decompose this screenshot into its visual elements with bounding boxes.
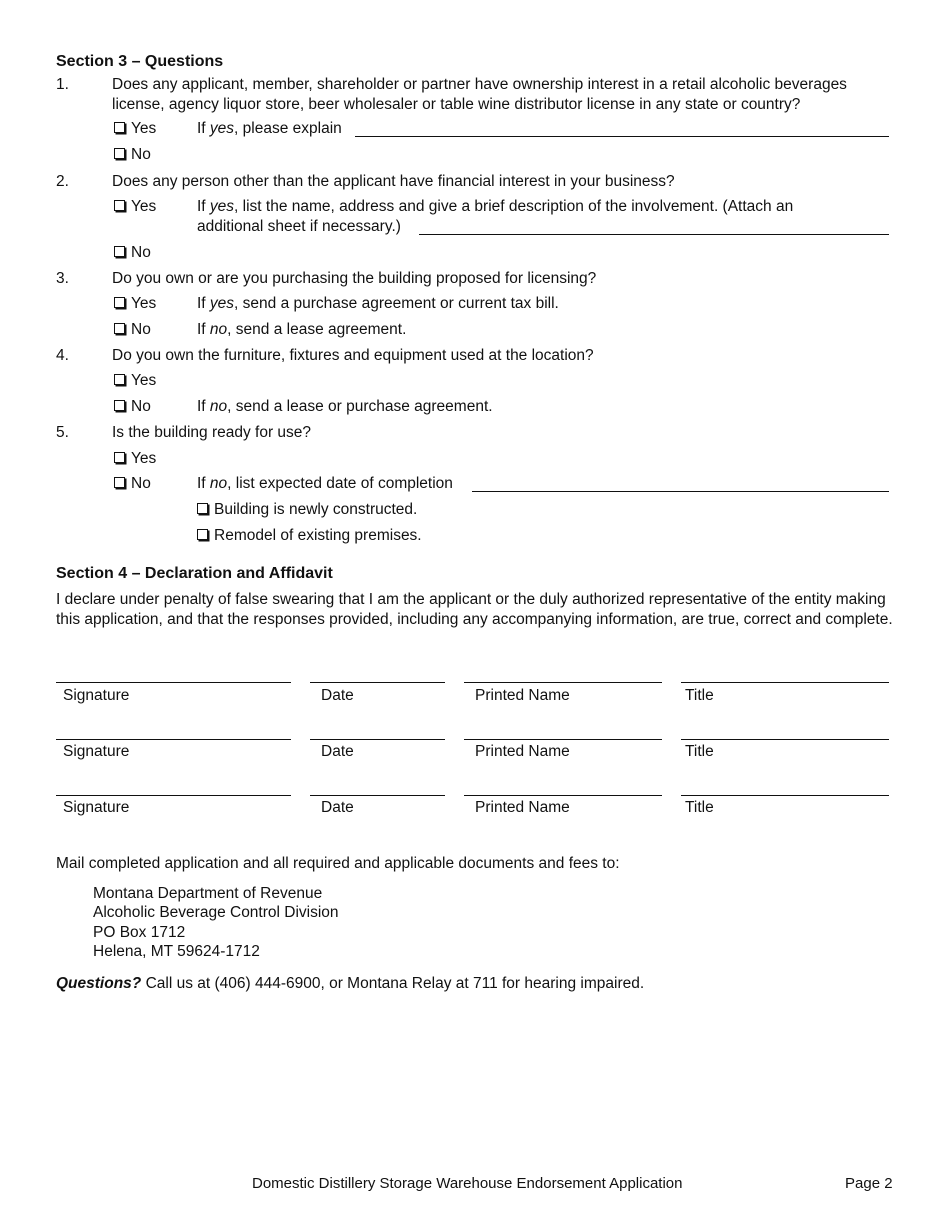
question-3-text: Do you own or are you purchasing the building proposed for licensing?: [112, 270, 597, 287]
question-4-number: 4.: [56, 347, 69, 364]
date-line[interactable]: [310, 739, 445, 740]
checkbox-icon[interactable]: [114, 200, 125, 211]
printed-name-line[interactable]: [464, 739, 662, 740]
q1-yes-note: If yes, please explain: [197, 120, 342, 137]
signature-label: Signature: [63, 743, 130, 760]
signature-line[interactable]: [56, 739, 291, 740]
signature-line[interactable]: [56, 795, 291, 796]
q2-yes-option[interactable]: [114, 197, 156, 217]
q1-explain-line[interactable]: [355, 119, 889, 137]
printed-name-label: Printed Name: [475, 687, 570, 704]
declaration-text: I declare under penalty of false swearing that I am the applicant or the duly authorized representative of the entity making this application, and that the responses provided, including any accompanying information, are true, correct and complete.: [56, 591, 893, 628]
date-label: Date: [321, 743, 354, 760]
q2-yes-note: If yes, list the name, address and give a brief description of the involvement. (Attach an: [197, 198, 794, 215]
questions-contact: [56, 974, 644, 994]
title-label: Title: [685, 743, 714, 760]
q2-yes-note-line2: additional sheet if necessary.): [197, 218, 401, 235]
q3-yes-note: If yes, send a purchase agreement or current tax bill.: [197, 295, 559, 312]
q5-yes-option[interactable]: [114, 449, 156, 469]
q4-no-note: If no, send a lease or purchase agreement.: [197, 398, 493, 415]
checkbox-icon[interactable]: [114, 148, 125, 159]
checkbox-icon[interactable]: [114, 323, 125, 334]
address-line-2: Alcoholic Beverage Control Division: [93, 904, 339, 921]
q1-no-option[interactable]: [114, 145, 151, 165]
signature-line[interactable]: [56, 682, 291, 683]
questions-label: Questions?: [56, 975, 142, 992]
q2-no-label: No: [131, 244, 151, 261]
signature-label: Signature: [63, 687, 130, 704]
checkbox-icon[interactable]: [197, 503, 208, 514]
question-5-number: 5.: [56, 424, 69, 441]
page-number: Page 2: [845, 1175, 893, 1192]
q5-sub-option-new[interactable]: Building is newly constructed.: [197, 500, 417, 520]
q2-explain-line[interactable]: [419, 217, 889, 235]
printed-name-label: Printed Name: [475, 799, 570, 816]
signature-label: Signature: [63, 799, 130, 816]
q5-no-note: If no, list expected date of completion: [197, 475, 453, 492]
question-3-number: 3.: [56, 270, 69, 287]
question-1-text: Does any applicant, member, shareholder or partner have ownership interest in a retail alcoholic beverages license, agency liquor store, beer wholesaler or table wine distributor license in any state or country?: [112, 76, 847, 113]
q5-yes-label: Yes: [131, 450, 157, 467]
date-label: Date: [321, 799, 354, 816]
q5-no-label: No: [131, 475, 151, 492]
q3-no-label: No: [131, 321, 151, 338]
mailing-intro: Mail completed application and all required and applicable documents and fees to:: [56, 855, 620, 872]
q3-no-note: If no, send a lease agreement.: [197, 321, 407, 338]
section-4-heading: Section 4 – Declaration and Affidavit: [56, 565, 333, 582]
q2-no-option[interactable]: [114, 243, 151, 263]
question-2-number: 2.: [56, 173, 69, 190]
q4-no-label: No: [131, 398, 151, 415]
checkbox-icon[interactable]: [197, 529, 208, 540]
q1-yes-label: Yes: [131, 120, 157, 137]
address-line-3: PO Box 1712: [93, 924, 186, 941]
checkbox-icon[interactable]: [114, 400, 125, 411]
date-label: Date: [321, 687, 354, 704]
title-label: Title: [685, 687, 714, 704]
q4-yes-label: Yes: [131, 372, 157, 389]
q1-no-label: No: [131, 146, 151, 163]
q4-yes-option[interactable]: [114, 371, 156, 391]
checkbox-icon[interactable]: [114, 374, 125, 385]
checkbox-icon[interactable]: [114, 452, 125, 463]
q5-sub-option-remodel[interactable]: Remodel of existing premises.: [197, 526, 422, 546]
title-line[interactable]: [681, 739, 889, 740]
title-line[interactable]: [681, 682, 889, 683]
checkbox-icon[interactable]: [114, 297, 125, 308]
question-4-text: Do you own the furniture, fixtures and equipment used at the location?: [112, 347, 594, 364]
section-3-heading: Section 3 – Questions: [56, 53, 224, 70]
checkbox-icon[interactable]: [114, 122, 125, 133]
q5-no-option[interactable]: [114, 474, 151, 494]
question-2-text: Does any person other than the applicant have financial interest in your business?: [112, 173, 675, 190]
checkbox-icon[interactable]: [114, 246, 125, 257]
question-5-text: Is the building ready for use?: [112, 424, 312, 441]
date-line[interactable]: [310, 682, 445, 683]
printed-name-line[interactable]: [464, 795, 662, 796]
q3-yes-option[interactable]: [114, 294, 156, 314]
q1-yes-option[interactable]: [114, 119, 156, 139]
address-line-4: Helena, MT 59624-1712: [93, 943, 260, 960]
printed-name-line[interactable]: [464, 682, 662, 683]
checkbox-icon[interactable]: [114, 477, 125, 488]
date-line[interactable]: [310, 795, 445, 796]
questions-text: Call us at (406) 444-6900, or Montana Relay at 711 for hearing impaired.: [141, 975, 645, 992]
title-line[interactable]: [681, 795, 889, 796]
q4-no-option[interactable]: [114, 397, 151, 417]
question-1-number: 1.: [56, 76, 69, 93]
q3-no-option[interactable]: [114, 320, 151, 340]
q5-completion-date-line[interactable]: [472, 474, 889, 492]
footer-title: Domestic Distillery Storage Warehouse Endorsement Application: [252, 1175, 683, 1192]
address-line-1: Montana Department of Revenue: [93, 885, 323, 902]
q3-yes-label: Yes: [131, 295, 157, 312]
printed-name-label: Printed Name: [475, 743, 570, 760]
q2-yes-label: Yes: [131, 198, 157, 215]
title-label: Title: [685, 799, 714, 816]
